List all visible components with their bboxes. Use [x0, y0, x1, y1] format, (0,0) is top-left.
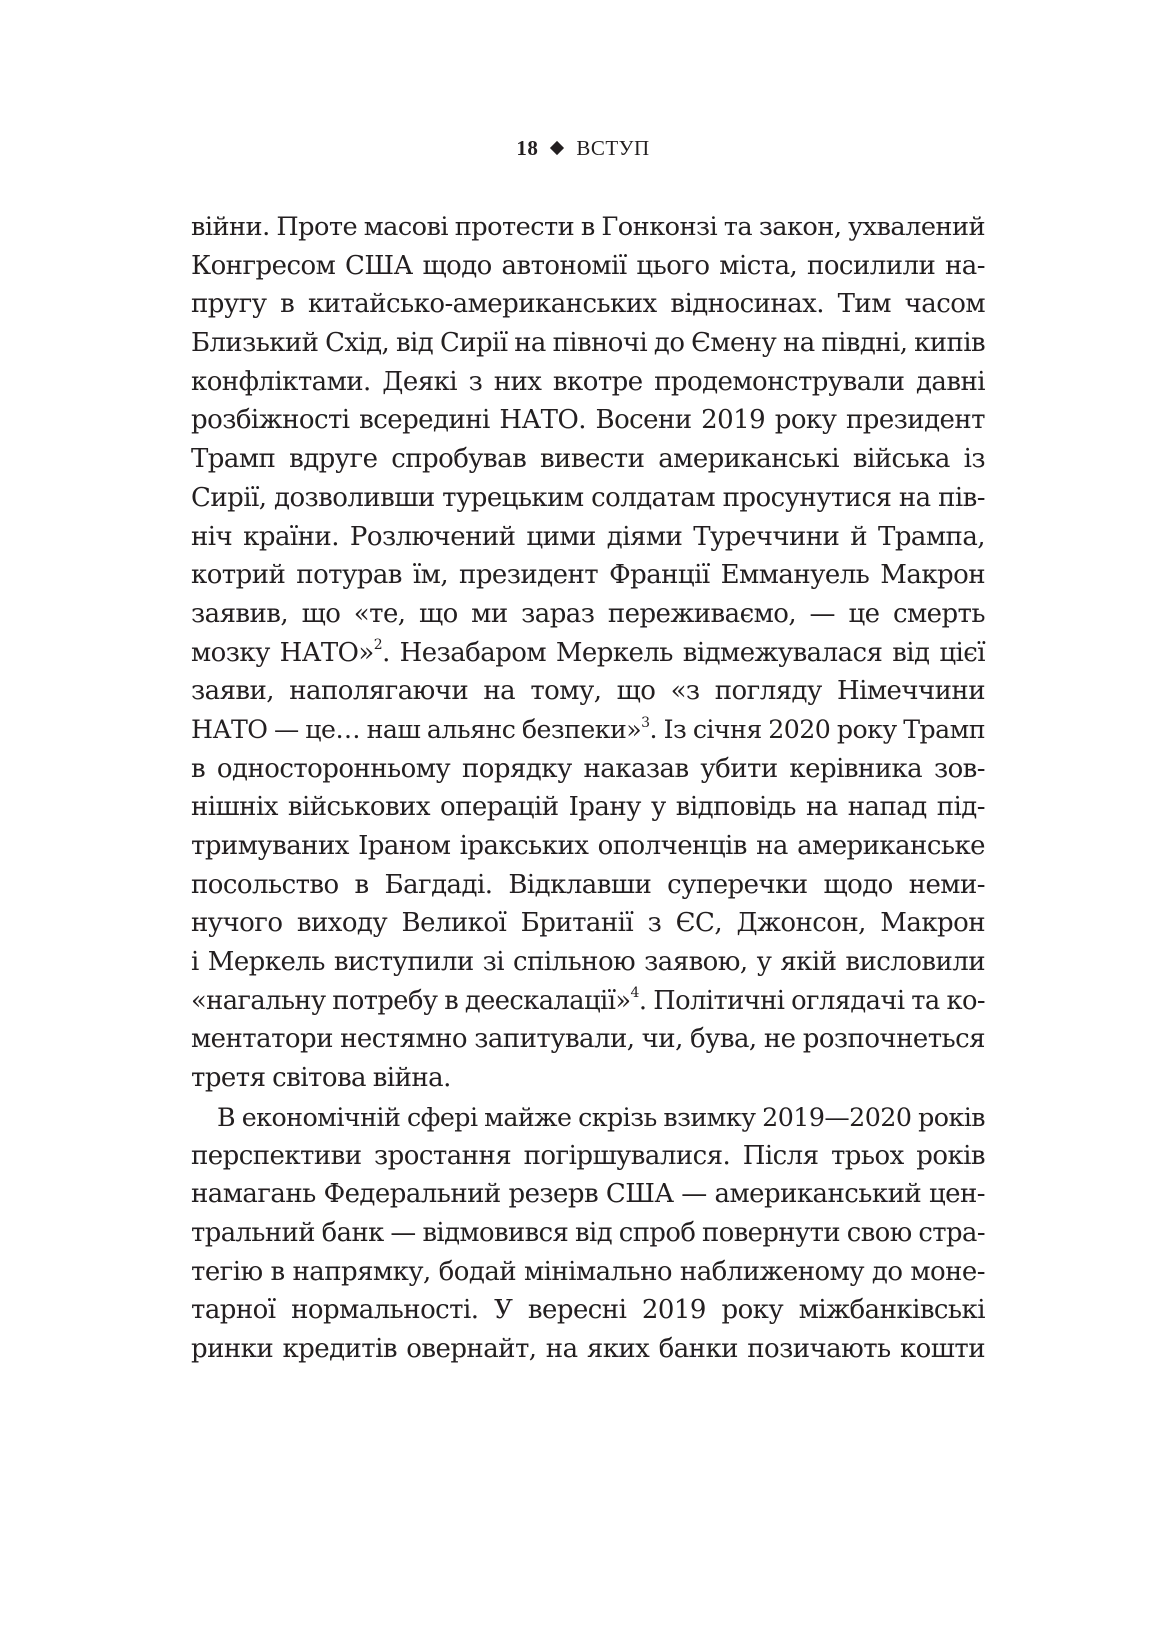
- text-line: Конгресом США щодо автономії цього міста, посилили на-: [191, 250, 985, 281]
- text-line: заяви, наполягаючи на тому, що «з погляду Німеччини: [191, 676, 985, 707]
- text-line: в односторонньому порядку наказав убити керівника зов-: [191, 753, 985, 784]
- line-text: . Незабаром Меркель відмежувалася від цієї: [382, 637, 986, 668]
- text-line: тегію в напрямку, бодай мінімально наближеному до моне-: [191, 1256, 985, 1287]
- text-line: намагань Федеральний резерв США — американський цен-: [191, 1179, 985, 1210]
- line-text: НАТО — це… наш альянс безпеки»: [191, 714, 642, 744]
- text-line: війни. Проте масові протести в Гонконзі та закон, ухвалений: [191, 212, 985, 242]
- line-text: «нагальну потребу в деескалації»: [191, 985, 631, 1016]
- text-line: В економічній сфері майже скрізь взимку 2019—2020 років: [217, 1101, 985, 1132]
- text-line: [191, 982, 985, 1021]
- text-line: і Меркель виступили зі спільною заявою, у якій висловили: [191, 947, 985, 978]
- text-line: третя світова війна.: [191, 1063, 451, 1094]
- footnote-ref[interactable]: 2: [373, 636, 383, 653]
- text-line: пругу в китайсько-американських відносинах. Тим часом: [191, 289, 985, 320]
- footnote-ref[interactable]: 4: [630, 985, 639, 1002]
- text-line: ментатори нестямно запитували, чи, бува, не розпочнеться: [191, 1024, 985, 1055]
- text-line: ринки кредитів овернайт, на яких банки позичають кошти: [191, 1333, 985, 1364]
- text-line: конфліктами. Деякі з них вкотре продемонстрували давні: [191, 366, 985, 397]
- text-line: нучого виходу Великої Британії з ЄС, Джонсон, Макрон: [191, 908, 985, 939]
- footnote-ref[interactable]: 3: [641, 714, 650, 731]
- line-text: . Із січня 2020 року Трамп: [649, 714, 985, 744]
- diamond-ornament-icon: [550, 141, 564, 155]
- page-number: 18: [516, 136, 539, 160]
- body-text: [191, 208, 985, 1369]
- text-line: посольство в Багдаді. Відклавши суперечки щодо неми-: [191, 869, 985, 900]
- text-line: нішніх військових операцій Ірану у відповідь на напад під-: [191, 792, 985, 823]
- running-head: [0, 134, 1166, 162]
- text-line: розбіжності всередині НАТО. Восени 2019 року президент: [191, 405, 985, 436]
- line-text: . Політичні оглядачі та ко-: [638, 985, 985, 1016]
- text-line: [191, 711, 985, 750]
- paragraph: [191, 1098, 985, 1369]
- text-line: тримуваних Іраном іракських ополченців на американське: [191, 831, 985, 861]
- text-line: ніч країни. Розлючений цими діями Туреччини й Трампа,: [191, 521, 985, 552]
- text-line: заявив, що «те, що ми зараз переживаємо, — це смерть: [191, 598, 985, 629]
- line-text: мозку НАТО»: [191, 637, 374, 668]
- text-line: тральний банк — відмовився від спроб повернути свою стра-: [191, 1217, 985, 1248]
- text-line: Сирії, дозволивши турецьким солдатам просунутися на пів-: [191, 482, 985, 513]
- text-line: котрий потурав їм, президент Франції Еммануель Макрон: [191, 560, 985, 591]
- text-line: Трамп вдруге спробував вивести американські війська із: [191, 444, 985, 475]
- text-line: [191, 634, 985, 673]
- text-line: Близький Схід, від Сирії на півночі до Ємену на півдні, кипів: [191, 328, 985, 359]
- section-title: ВСТУП: [576, 136, 650, 160]
- paragraph: [191, 208, 985, 1098]
- text-line: перспективи зростання погіршувалися. Після трьох років: [191, 1140, 985, 1171]
- text-line: тарної нормальності. У вересні 2019 року міжбанківські: [191, 1295, 985, 1326]
